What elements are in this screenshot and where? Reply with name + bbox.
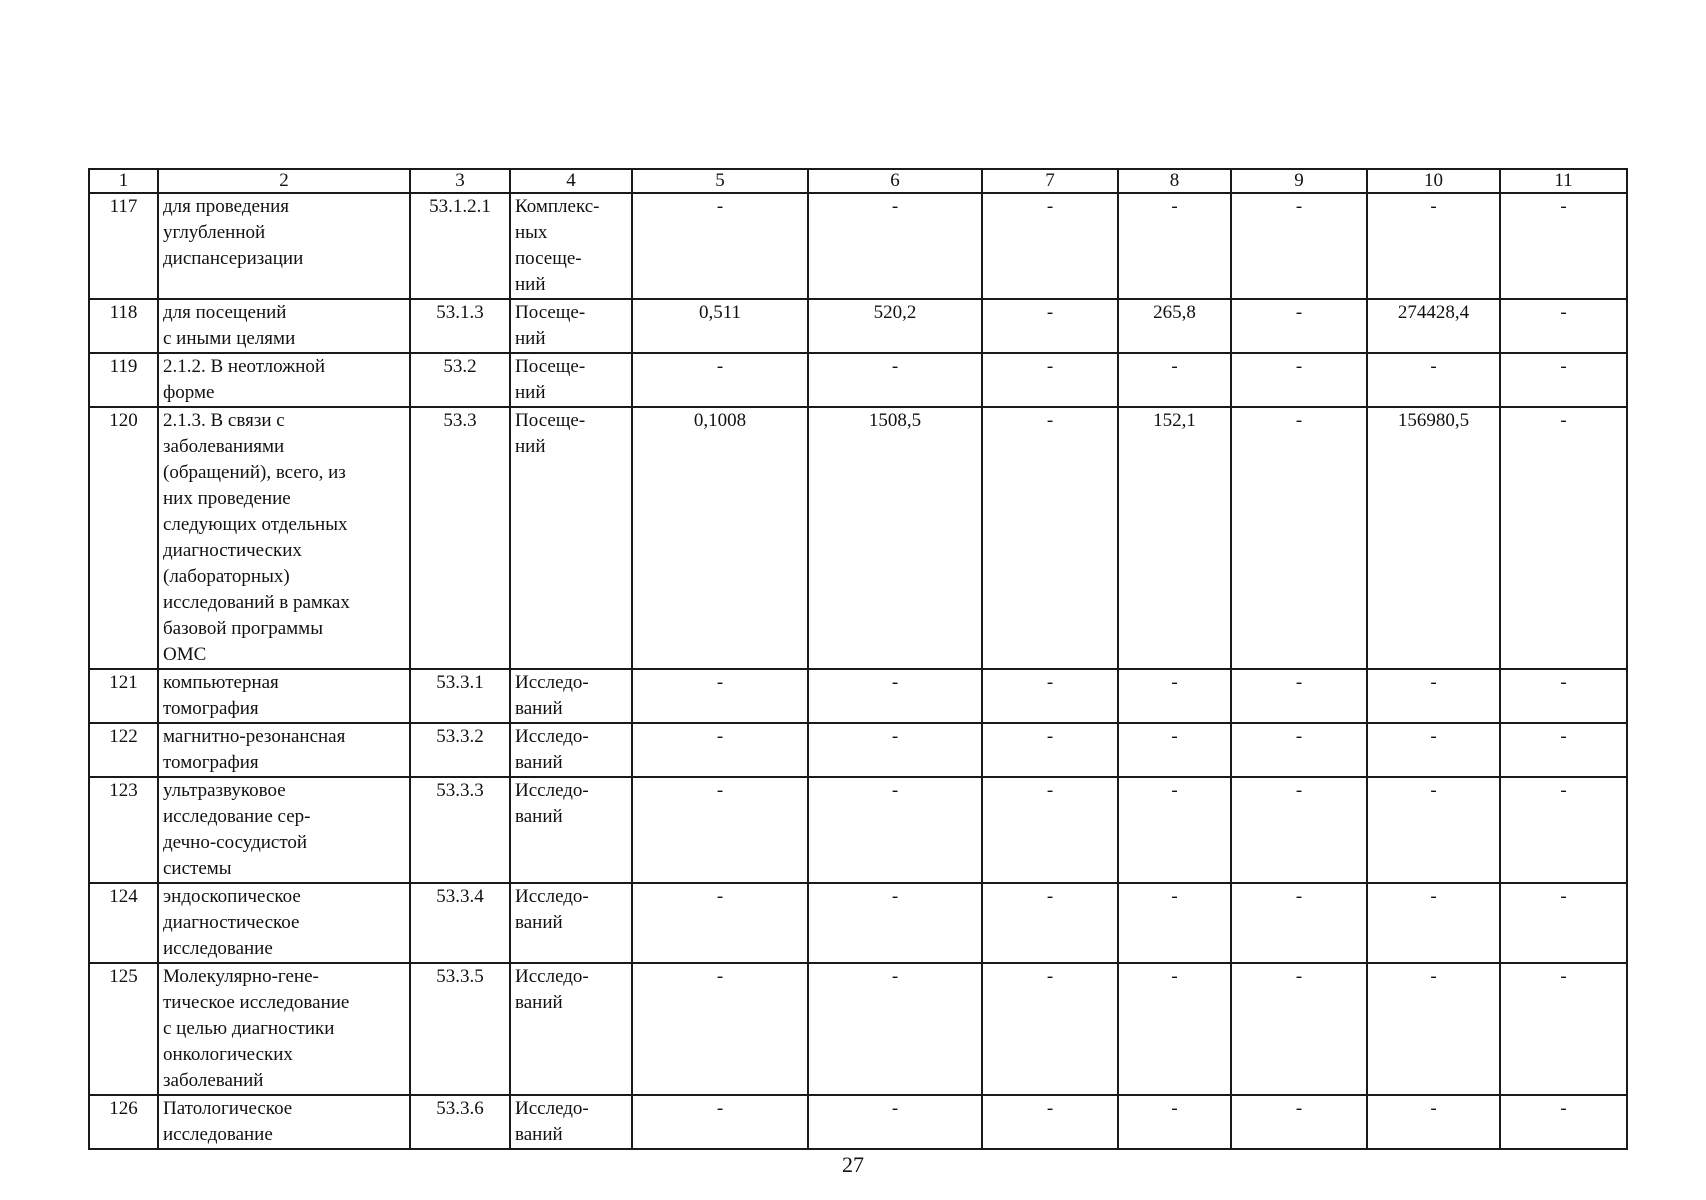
- table-row: [89, 1095, 1627, 1149]
- row-code: 53.2: [410, 353, 510, 407]
- table-row: [89, 353, 1627, 407]
- value-cell: -: [1231, 669, 1367, 723]
- value-cell: -: [1367, 963, 1500, 1095]
- table-row: [89, 777, 1627, 883]
- data-table: [88, 168, 1628, 1150]
- value-cell: -: [1118, 883, 1231, 963]
- row-number: 118: [89, 299, 158, 353]
- value-cell: -: [808, 723, 982, 777]
- row-number: 122: [89, 723, 158, 777]
- value-cell: -: [632, 669, 808, 723]
- column-header: 2: [158, 169, 410, 193]
- table-row: [89, 669, 1627, 723]
- row-name: магнитно-резонансная томография: [158, 723, 410, 777]
- row-unit: Исследо- ваний: [510, 963, 632, 1095]
- column-header: 1: [89, 169, 158, 193]
- value-cell: -: [982, 723, 1118, 777]
- value-cell: -: [1231, 193, 1367, 299]
- value-cell: -: [982, 193, 1118, 299]
- row-number: 123: [89, 777, 158, 883]
- row-unit: Исследо- ваний: [510, 723, 632, 777]
- value-cell: -: [808, 883, 982, 963]
- table-row: [89, 299, 1627, 353]
- value-cell: 1508,5: [808, 407, 982, 669]
- value-cell: -: [1118, 777, 1231, 883]
- value-cell: -: [982, 777, 1118, 883]
- row-unit: Посеще- ний: [510, 299, 632, 353]
- value-cell: -: [1367, 193, 1500, 299]
- value-cell: -: [982, 1095, 1118, 1149]
- value-cell: -: [1231, 883, 1367, 963]
- value-cell: 156980,5: [1367, 407, 1500, 669]
- row-name: Молекулярно-гене- тическое исследование с целью диагностики онкологических заболеваний: [158, 963, 410, 1095]
- value-cell: -: [1500, 193, 1627, 299]
- table-row: [89, 883, 1627, 963]
- column-header: 6: [808, 169, 982, 193]
- value-cell: -: [982, 963, 1118, 1095]
- value-cell: -: [808, 669, 982, 723]
- row-unit: Исследо- ваний: [510, 1095, 632, 1149]
- value-cell: -: [1367, 353, 1500, 407]
- value-cell: -: [1500, 1095, 1627, 1149]
- value-cell: -: [808, 1095, 982, 1149]
- row-code: 53.1.2.1: [410, 193, 510, 299]
- value-cell: -: [1118, 1095, 1231, 1149]
- row-name: 2.1.2. В неотложной форме: [158, 353, 410, 407]
- table-row: [89, 193, 1627, 299]
- value-cell: 265,8: [1118, 299, 1231, 353]
- value-cell: 0,1008: [632, 407, 808, 669]
- value-cell: -: [1367, 1095, 1500, 1149]
- value-cell: 274428,4: [1367, 299, 1500, 353]
- column-header: 4: [510, 169, 632, 193]
- value-cell: -: [1118, 669, 1231, 723]
- value-cell: -: [808, 193, 982, 299]
- value-cell: -: [1500, 353, 1627, 407]
- page-number: 27: [842, 1152, 864, 1177]
- value-cell: -: [982, 299, 1118, 353]
- row-name: ультразвуковое исследование сер- дечно-сосудистой системы: [158, 777, 410, 883]
- value-cell: -: [1367, 669, 1500, 723]
- value-cell: -: [1367, 723, 1500, 777]
- table-row: [89, 723, 1627, 777]
- value-cell: -: [982, 407, 1118, 669]
- column-header: 8: [1118, 169, 1231, 193]
- row-number: 120: [89, 407, 158, 669]
- value-cell: 152,1: [1118, 407, 1231, 669]
- value-cell: -: [808, 353, 982, 407]
- value-cell: -: [632, 353, 808, 407]
- value-cell: -: [632, 777, 808, 883]
- row-number: 124: [89, 883, 158, 963]
- row-unit: Посеще- ний: [510, 353, 632, 407]
- value-cell: -: [1118, 723, 1231, 777]
- row-name: для посещений с иными целями: [158, 299, 410, 353]
- value-cell: -: [808, 963, 982, 1095]
- column-header: 10: [1367, 169, 1500, 193]
- row-code: 53.1.3: [410, 299, 510, 353]
- value-cell: -: [1231, 1095, 1367, 1149]
- value-cell: -: [1500, 883, 1627, 963]
- row-code: 53.3.6: [410, 1095, 510, 1149]
- value-cell: -: [1118, 963, 1231, 1095]
- value-cell: -: [1231, 299, 1367, 353]
- row-name: компьютерная томография: [158, 669, 410, 723]
- row-name: Патологическое исследование: [158, 1095, 410, 1149]
- column-header: 11: [1500, 169, 1627, 193]
- row-name: 2.1.3. В связи с заболеваниями (обращений), всего, из них проведение следующих отдельных диагностических (лабораторных) исследований в рамках базовой программы ОМС: [158, 407, 410, 669]
- row-unit: Посеще- ний: [510, 407, 632, 669]
- value-cell: -: [1118, 353, 1231, 407]
- row-number: 119: [89, 353, 158, 407]
- header-row: [89, 169, 1627, 193]
- row-code: 53.3.4: [410, 883, 510, 963]
- value-cell: -: [1231, 353, 1367, 407]
- value-cell: -: [1231, 777, 1367, 883]
- column-header: 7: [982, 169, 1118, 193]
- value-cell: -: [1500, 723, 1627, 777]
- value-cell: -: [1231, 407, 1367, 669]
- value-cell: -: [1231, 963, 1367, 1095]
- column-header: 9: [1231, 169, 1367, 193]
- row-unit: Исследо- ваний: [510, 883, 632, 963]
- value-cell: -: [1231, 723, 1367, 777]
- row-number: 117: [89, 193, 158, 299]
- row-unit: Исследо- ваний: [510, 777, 632, 883]
- row-code: 53.3.2: [410, 723, 510, 777]
- value-cell: -: [632, 723, 808, 777]
- row-code: 53.3.1: [410, 669, 510, 723]
- table-body: [89, 193, 1627, 1149]
- table-row: [89, 963, 1627, 1095]
- value-cell: -: [1500, 669, 1627, 723]
- row-code: 53.3: [410, 407, 510, 669]
- value-cell: -: [1500, 963, 1627, 1095]
- row-number: 126: [89, 1095, 158, 1149]
- row-unit: Исследо- ваний: [510, 669, 632, 723]
- value-cell: 0,511: [632, 299, 808, 353]
- table-row: [89, 407, 1627, 669]
- row-number: 121: [89, 669, 158, 723]
- value-cell: -: [632, 1095, 808, 1149]
- row-number: 125: [89, 963, 158, 1095]
- value-cell: -: [632, 193, 808, 299]
- value-cell: 520,2: [808, 299, 982, 353]
- value-cell: -: [808, 777, 982, 883]
- column-header: 3: [410, 169, 510, 193]
- value-cell: -: [1118, 193, 1231, 299]
- row-name: для проведения углубленной диспансеризации: [158, 193, 410, 299]
- value-cell: -: [1500, 407, 1627, 669]
- row-code: 53.3.5: [410, 963, 510, 1095]
- row-code: 53.3.3: [410, 777, 510, 883]
- value-cell: -: [1367, 777, 1500, 883]
- row-name: эндоскопическое диагностическое исследование: [158, 883, 410, 963]
- value-cell: -: [632, 963, 808, 1095]
- row-unit: Комплекс- ных посеще- ний: [510, 193, 632, 299]
- value-cell: -: [982, 883, 1118, 963]
- value-cell: -: [1367, 883, 1500, 963]
- column-header: 5: [632, 169, 808, 193]
- value-cell: -: [1500, 777, 1627, 883]
- value-cell: -: [982, 669, 1118, 723]
- value-cell: -: [1500, 299, 1627, 353]
- value-cell: -: [632, 883, 808, 963]
- value-cell: -: [982, 353, 1118, 407]
